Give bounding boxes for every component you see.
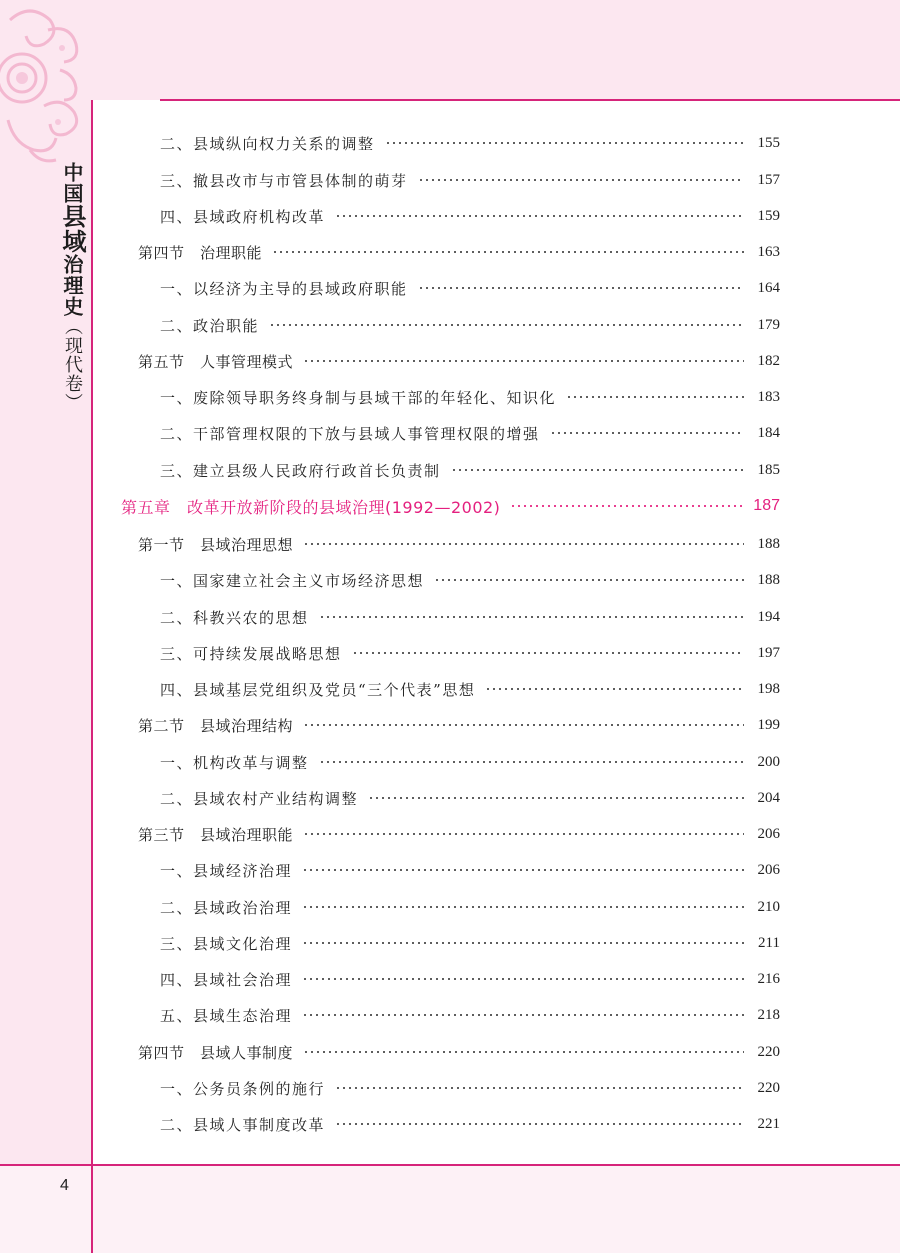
toc-entry-title: 第一节 县域治理思想 bbox=[138, 535, 294, 554]
toc-page-number: 159 bbox=[757, 207, 780, 224]
dot-leader bbox=[319, 761, 744, 763]
toc-entry-title: 第二节 县域治理结构 bbox=[138, 716, 294, 735]
toc-page-number: 182 bbox=[757, 352, 780, 369]
toc-page-number: 183 bbox=[757, 388, 780, 405]
toc-entry-title: 二、县域农村产业结构调整 bbox=[160, 789, 359, 808]
toc-subsection[interactable] bbox=[160, 677, 780, 701]
toc-subsection[interactable] bbox=[160, 750, 780, 774]
dot-leader bbox=[303, 833, 744, 835]
toc-entry-title: 二、县域人事制度改革 bbox=[160, 1115, 326, 1134]
toc-section[interactable] bbox=[138, 349, 780, 373]
title-part-1: 中国 bbox=[60, 162, 84, 204]
toc-entry-title: 二、县域政治治理 bbox=[160, 898, 293, 917]
toc-chapter[interactable] bbox=[121, 494, 780, 518]
toc-section[interactable] bbox=[138, 1040, 780, 1064]
toc-page-number: 200 bbox=[757, 753, 780, 770]
toc-section[interactable] bbox=[138, 822, 780, 846]
toc-page-number: 187 bbox=[753, 497, 780, 514]
dot-leader bbox=[418, 287, 744, 289]
toc-page-number: 198 bbox=[757, 680, 780, 697]
dot-leader bbox=[352, 652, 744, 654]
toc-subsection[interactable] bbox=[160, 1076, 780, 1100]
toc-subsection[interactable] bbox=[160, 568, 780, 592]
dot-leader bbox=[510, 505, 744, 507]
dot-leader bbox=[335, 215, 744, 217]
toc-subsection[interactable] bbox=[160, 458, 780, 482]
title-part-2: 县域 bbox=[58, 204, 87, 254]
toc-section[interactable] bbox=[138, 532, 780, 556]
dot-leader bbox=[303, 543, 744, 545]
toc-subsection[interactable] bbox=[160, 131, 780, 155]
toc-entry-title: 五、县域生态治理 bbox=[160, 1006, 293, 1025]
dot-leader bbox=[451, 469, 744, 471]
toc-subsection[interactable] bbox=[160, 931, 780, 955]
toc-page-number: 204 bbox=[757, 789, 780, 806]
toc-page-number: 216 bbox=[757, 970, 780, 987]
toc-entry-title: 第四节 治理职能 bbox=[138, 243, 263, 262]
toc-entry-title: 四、县域基层党组织及党员“三个代表”思想 bbox=[160, 680, 476, 699]
toc-subsection[interactable] bbox=[160, 313, 780, 337]
dot-leader bbox=[368, 797, 744, 799]
toc-page-number: 197 bbox=[757, 644, 780, 661]
toc-subsection[interactable] bbox=[160, 385, 780, 409]
dot-leader bbox=[302, 978, 744, 980]
toc-page-number: 211 bbox=[758, 934, 780, 951]
toc-entry-title: 二、县域纵向权力关系的调整 bbox=[160, 134, 375, 153]
toc-entry-title: 二、科教兴农的思想 bbox=[160, 608, 309, 627]
toc-entry-title: 第五节 人事管理模式 bbox=[138, 352, 294, 371]
toc-section[interactable] bbox=[138, 240, 780, 264]
dot-leader bbox=[302, 942, 744, 944]
toc-entry-title: 四、县域政府机构改革 bbox=[160, 207, 326, 226]
toc-subsection[interactable] bbox=[160, 1112, 780, 1136]
toc-entry-title: 三、建立县级人民政府行政首长负责制 bbox=[160, 461, 441, 480]
toc-page-number: 179 bbox=[757, 316, 780, 333]
toc-page-number: 157 bbox=[757, 171, 780, 188]
dot-leader bbox=[434, 579, 744, 581]
toc-entry-title: 一、县域经济治理 bbox=[160, 861, 293, 880]
toc-entry-title: 第四节 县域人事制度 bbox=[138, 1043, 294, 1062]
dot-leader bbox=[485, 688, 744, 690]
toc-entry-title: 四、县域社会治理 bbox=[160, 970, 293, 989]
title-part-3: 治理史 bbox=[60, 254, 84, 317]
toc-page-number: 206 bbox=[757, 825, 780, 842]
toc-page-number: 206 bbox=[757, 861, 780, 878]
dot-leader bbox=[418, 179, 744, 181]
toc-subsection[interactable] bbox=[160, 641, 780, 665]
toc-page-number: 163 bbox=[757, 243, 780, 260]
toc-subsection[interactable] bbox=[160, 967, 780, 991]
dot-leader bbox=[335, 1087, 744, 1089]
toc-page-number: 188 bbox=[757, 571, 780, 588]
dot-leader bbox=[303, 360, 744, 362]
dot-leader bbox=[302, 869, 744, 871]
toc-page-number: 199 bbox=[757, 716, 780, 733]
toc-page-number: 210 bbox=[757, 898, 780, 915]
toc-entry-title: 一、公务员条例的施行 bbox=[160, 1079, 326, 1098]
toc-page-number: 184 bbox=[757, 424, 780, 441]
toc-entry-title: 一、以经济为主导的县域政府职能 bbox=[160, 279, 408, 298]
toc-entry-title: 一、国家建立社会主义市场经济思想 bbox=[160, 571, 425, 590]
toc-page-number: 188 bbox=[757, 535, 780, 552]
dot-leader bbox=[566, 396, 744, 398]
dot-leader bbox=[272, 251, 744, 253]
toc-page-number: 164 bbox=[757, 279, 780, 296]
dot-leader bbox=[302, 906, 744, 908]
dot-leader bbox=[335, 1123, 744, 1125]
toc-entry-title: 二、政治职能 bbox=[160, 316, 260, 335]
toc-subsection[interactable] bbox=[160, 1003, 780, 1027]
toc-entry-title: 三、可持续发展战略思想 bbox=[160, 644, 342, 663]
dot-leader bbox=[550, 432, 744, 434]
dot-leader bbox=[303, 724, 744, 726]
toc-page-number: 220 bbox=[757, 1079, 780, 1096]
title-part-4: （现代卷） bbox=[62, 317, 83, 412]
toc-entry-title: 三、撤县改市与市管县体制的萌芽 bbox=[160, 171, 408, 190]
toc-subsection[interactable] bbox=[160, 858, 780, 882]
page-number: 4 bbox=[60, 1177, 69, 1194]
toc-section[interactable] bbox=[138, 713, 780, 737]
toc-subsection[interactable] bbox=[160, 605, 780, 629]
toc-page-number: 218 bbox=[757, 1006, 780, 1023]
toc-subsection[interactable] bbox=[160, 204, 780, 228]
toc-entry-title: 二、干部管理权限的下放与县域人事管理权限的增强 bbox=[160, 424, 540, 443]
dot-leader bbox=[319, 616, 744, 618]
toc-subsection[interactable] bbox=[160, 421, 780, 445]
toc-subsection[interactable] bbox=[160, 786, 780, 810]
toc-page-number: 185 bbox=[757, 461, 780, 478]
toc-entry-title: 三、县域文化治理 bbox=[160, 934, 293, 953]
toc-page-number: 155 bbox=[757, 134, 780, 151]
dot-leader bbox=[269, 324, 744, 326]
toc-entry-title: 第五章 改革开放新阶段的县域治理(1992—2002) bbox=[121, 497, 501, 517]
dot-leader bbox=[302, 1014, 744, 1016]
toc-page-number: 220 bbox=[757, 1043, 780, 1060]
toc-page-number: 221 bbox=[757, 1115, 780, 1132]
dot-leader bbox=[303, 1051, 744, 1053]
toc-entry-title: 一、废除领导职务终身制与县域干部的年轻化、知识化 bbox=[160, 388, 557, 407]
toc-entry-title: 第三节 县域治理职能 bbox=[138, 825, 294, 844]
dot-leader bbox=[385, 142, 744, 144]
toc-subsection[interactable] bbox=[160, 895, 780, 919]
toc-entry-title: 一、机构改革与调整 bbox=[160, 753, 309, 772]
toc-page-number: 194 bbox=[757, 608, 780, 625]
toc-subsection[interactable] bbox=[160, 276, 780, 300]
toc-subsection[interactable] bbox=[160, 168, 780, 192]
